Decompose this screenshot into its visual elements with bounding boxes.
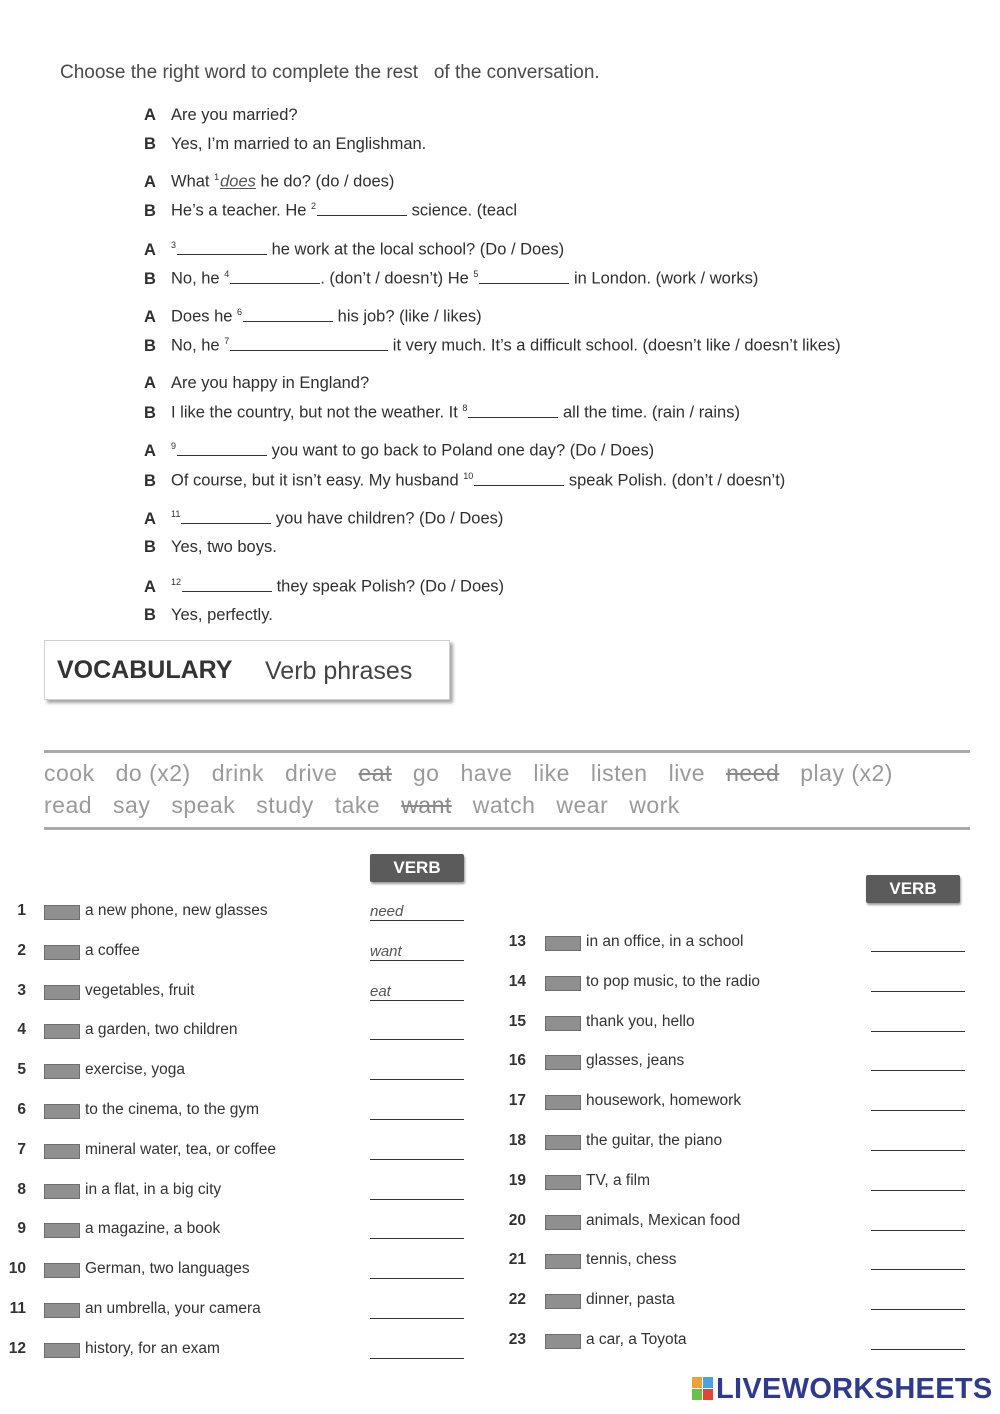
item-number: 10 [8,1260,26,1278]
item-phrase: thank you, hello [586,1012,695,1030]
verb-answer-line[interactable] [370,1278,464,1279]
blank-number: 9 [171,441,177,451]
word-bank-word: like [533,760,570,786]
speaker-label: A [144,374,156,392]
blank-number: 12 [171,577,182,587]
conversation-line [144,336,841,356]
speaker-label: A [144,307,156,326]
item-phrase: TV, a film [586,1171,651,1189]
liveworksheets-logo-icon [692,1377,714,1401]
conversation-text: you want to go back to Poland one day? (Do / Does) [267,441,655,460]
conversation-text: Yes, perfectly. [171,606,273,624]
conversation-line [144,441,654,461]
speaker-label: B [144,538,156,556]
speaker-label: B [144,606,156,624]
word-bank-word: drink [211,760,265,786]
verb-column-header-left: VERB [370,854,464,882]
verb-answer-line[interactable] [871,1110,965,1111]
conversation-text: No, he [171,269,225,288]
item-number: 19 [508,1171,526,1189]
item-number: 5 [17,1061,26,1079]
conversation-line [144,577,504,597]
item-phrase: tennis, chess [586,1251,677,1269]
item-number: 9 [17,1220,26,1238]
answer-drop-box[interactable] [545,1254,581,1269]
answer-blank[interactable] [177,442,267,456]
word-bank-top-rule [44,750,970,753]
conversation-line [144,471,785,491]
item-number: 22 [508,1291,526,1309]
conversation-text: Yes, two boys. [171,538,277,556]
item-phrase: a coffee [85,941,140,959]
verb-answer-line[interactable] [871,1230,965,1231]
speaker-label: A [144,106,156,124]
item-phrase: exercise, yoga [85,1061,185,1079]
liveworksheets-logo-text: LIVEWORKSHEETS [716,1373,993,1405]
conversation-text: Are you happy in England? [171,374,370,392]
item-number: 17 [508,1092,526,1110]
word-bank-word: want [401,792,452,818]
conversation-text: No, he [171,336,225,355]
verb-answer-line[interactable] [871,1349,965,1350]
answer-blank[interactable] [317,202,407,216]
item-number: 18 [508,1132,526,1149]
speaker-label: B [144,201,156,220]
verb-answer-line[interactable] [871,1269,965,1270]
item-phrase: dinner, pasta [586,1291,675,1309]
item-phrase: German, two languages [85,1260,250,1278]
blank-number: 3 [171,240,177,250]
speaker-label: B [144,336,156,355]
word-bank-word: read [44,792,93,818]
verb-answer-line[interactable] [370,1039,464,1040]
conversation-text: Does he [171,307,238,326]
conversation-line [144,403,740,423]
item-number: 3 [17,981,26,999]
conversation-line [144,269,758,289]
vocab-item-row [0,1052,1000,1074]
conversation-line [144,374,369,393]
item-number: 23 [508,1331,526,1348]
conversation-line [144,509,503,529]
item-phrase: an umbrella, your camera [85,1300,261,1317]
blank-number: 11 [171,509,181,519]
conversation-text: I like the country, but not the weather. It [171,403,463,422]
vocab-item-row [0,1013,1000,1035]
item-number: 8 [17,1180,26,1198]
item-phrase: the guitar, the piano [586,1132,723,1149]
speaker-label: A [144,509,156,528]
word-bank-word: cook [44,760,95,786]
word-bank-word: work [629,792,680,818]
conversation-text: it very much. It’s a difficult school. (doesn’t like / doesn’t likes) [388,336,841,355]
word-bank-word: speak [171,792,236,818]
conversation-text: What [171,172,215,191]
vocab-item-row [0,1251,1000,1273]
conversation-line [144,538,277,557]
verb-answer-line[interactable] [871,951,965,952]
speaker-label: B [144,135,156,153]
verb-answer-line[interactable] [871,1150,965,1151]
conversation-line [144,240,564,260]
word-bank-word: watch [472,792,536,818]
item-number: 21 [508,1251,526,1269]
item-number: 13 [508,933,526,950]
item-number: 2 [17,941,26,959]
item-phrase: mineral water, tea, or coffee [85,1140,276,1158]
conversation-text: you have children? (Do / Does) [271,509,504,528]
vocabulary-title: VOCABULARY [57,656,233,684]
item-number: 4 [17,1021,26,1039]
vocab-item-row [0,973,1000,995]
verb-answer-line[interactable] [871,1070,965,1071]
word-bank-word: need [726,760,780,786]
conversation-text: all the time. (rain / rains) [558,403,740,422]
verb-answer-line[interactable] [370,1199,464,1200]
vocab-item-row [0,1132,1000,1154]
vocab-item-row [0,1092,1000,1114]
vocabulary-subtitle: Verb phrases [265,657,413,685]
item-number: 20 [508,1211,526,1229]
conversation-text: Yes, I’m married to an Englishman. [171,135,427,153]
verb-answer-line[interactable] [370,1119,464,1120]
speaker-label: B [144,269,156,288]
vocab-item-row [0,1172,1000,1194]
verb-answer-line[interactable] [370,920,464,921]
answer-drop-box[interactable] [545,1215,581,1230]
item-number: 7 [17,1140,26,1158]
conversation-line [144,172,394,192]
verb-answer-line[interactable] [871,1190,965,1191]
conversation-line [144,106,298,125]
item-phrase: in an office, in a school [586,933,744,950]
answer-blank[interactable] [181,510,271,524]
vocabulary-section-header [44,640,450,700]
speaker-label: B [144,403,156,422]
conversation-text: in London. (work / works) [569,269,759,288]
item-number: 1 [17,902,26,919]
verb-answer-example: need [370,903,404,920]
verb-answer-line[interactable] [370,1358,464,1359]
conversation-line [144,307,482,327]
word-bank-word: eat [358,760,392,786]
vocab-item-row [0,1212,1000,1234]
verb-answer-example: eat [370,982,391,1000]
verb-answer-line[interactable] [370,960,464,961]
verb-answer-line[interactable] [370,1318,464,1319]
answer-drop-box[interactable] [44,905,80,920]
answer-blank[interactable] [479,270,569,284]
conversation-line [144,606,273,625]
conversation-text: they speak Polish? (Do / Does) [272,577,505,596]
answer-drop-box[interactable] [545,1175,581,1190]
speaker-label: A [144,441,156,460]
verb-answer-line[interactable] [370,1238,464,1239]
item-phrase: animals, Mexican food [586,1211,741,1229]
conversation-text: he do? (do / does) [255,172,395,191]
item-phrase: a magazine, a book [85,1220,221,1238]
answer-blank[interactable] [230,270,320,284]
item-phrase: housework, homework [586,1092,742,1110]
verb-answer-line[interactable] [370,1000,464,1001]
verb-answer-line[interactable] [370,1159,464,1160]
speaker-label: A [144,577,156,596]
conversation-text: he work at the local school? (Do / Does) [267,240,565,259]
conversation-text: science. (teacl [407,201,518,220]
answer-drop-box[interactable] [545,1055,581,1070]
item-phrase: a car, a Toyota [586,1331,687,1348]
vocab-item-row [0,933,1000,955]
answer-blank[interactable] [474,472,564,486]
answer-drop-box[interactable] [545,1095,581,1110]
word-bank-word: do (x2) [115,760,191,786]
answer-blank[interactable] [182,578,272,592]
blank-number: 1 [214,172,220,182]
conversation-text: his job? (like / likes) [333,307,482,326]
word-bank-word: play (x2) [800,760,893,786]
blank-number: 10 [463,471,474,481]
verb-column-header-right: VERB [866,875,960,903]
answer-drop-box[interactable] [545,1294,581,1309]
liveworksheets-logo [692,1373,993,1406]
word-bank-word: have [460,760,513,786]
word-bank-bottom-rule [44,827,970,830]
item-phrase: a garden, two children [85,1021,238,1039]
item-phrase: history, for an exam [85,1339,220,1357]
word-bank-word: wear [556,792,609,818]
conversation-text: Of course, but it isn’t easy. My husband [171,471,464,490]
blank-number: 8 [462,403,468,413]
word-bank-word: live [668,760,706,786]
verb-answer-example: want [370,942,402,960]
item-phrase: a new phone, new glasses [85,902,268,919]
answer-blank[interactable] [243,308,333,322]
item-number: 15 [508,1012,526,1030]
word-bank-word: listen [590,760,648,786]
word-bank-line-2 [44,792,701,819]
instruction-text: Choose the right word to complete the rest of the conversation. [60,62,600,83]
blank-number: 7 [224,336,230,346]
given-answer: does [220,172,256,191]
answer-drop-box[interactable] [545,936,581,951]
blank-number: 5 [473,269,479,279]
conversation-text: speak Polish. (don’t / doesn’t) [564,471,786,490]
word-bank-word: take [334,792,381,818]
word-bank-word: drive [285,760,338,786]
conversation-text: He’s a teacher. He [171,201,312,220]
blank-number: 6 [237,307,243,317]
answer-blank[interactable] [468,404,558,418]
answer-drop-box[interactable] [545,1135,581,1150]
speaker-label: A [144,240,156,259]
verb-answer-line[interactable] [370,1079,464,1080]
vocab-item-row [0,902,1000,924]
item-number: 11 [9,1300,26,1317]
conversation-line [144,135,426,154]
blank-number: 4 [224,269,230,279]
answer-drop-box[interactable] [545,1016,581,1031]
item-phrase: glasses, jeans [586,1052,685,1070]
item-phrase: to the cinema, to the gym [85,1101,260,1118]
blank-number: 2 [311,201,317,211]
item-phrase: in a flat, in a big city [85,1180,222,1198]
answer-blank[interactable] [177,241,267,255]
verb-answer-line[interactable] [871,991,965,992]
word-bank-word: go [412,760,440,786]
item-number: 14 [508,972,526,990]
conversation-line [144,201,517,221]
word-bank-word: study [256,792,314,818]
vocab-item-row [0,1331,1000,1353]
item-number: 16 [508,1052,526,1070]
verb-answer-line[interactable] [871,1309,965,1310]
speaker-label: A [144,172,156,191]
item-phrase: vegetables, fruit [85,981,195,999]
answer-drop-box[interactable] [545,976,581,991]
verb-answer-line[interactable] [871,1031,965,1032]
conversation-text: Are you married? [171,106,298,124]
answer-blank[interactable] [230,337,388,351]
vocab-item-row [0,1291,1000,1313]
answer-drop-box[interactable] [545,1334,581,1349]
conversation-text: . (don’t / doesn’t) He [320,269,474,288]
word-bank-word: say [113,792,151,818]
speaker-label: B [144,471,156,490]
word-bank-line-1 [44,760,914,787]
item-number: 6 [17,1101,26,1118]
item-phrase: to pop music, to the radio [586,972,761,990]
item-number: 12 [8,1339,26,1357]
